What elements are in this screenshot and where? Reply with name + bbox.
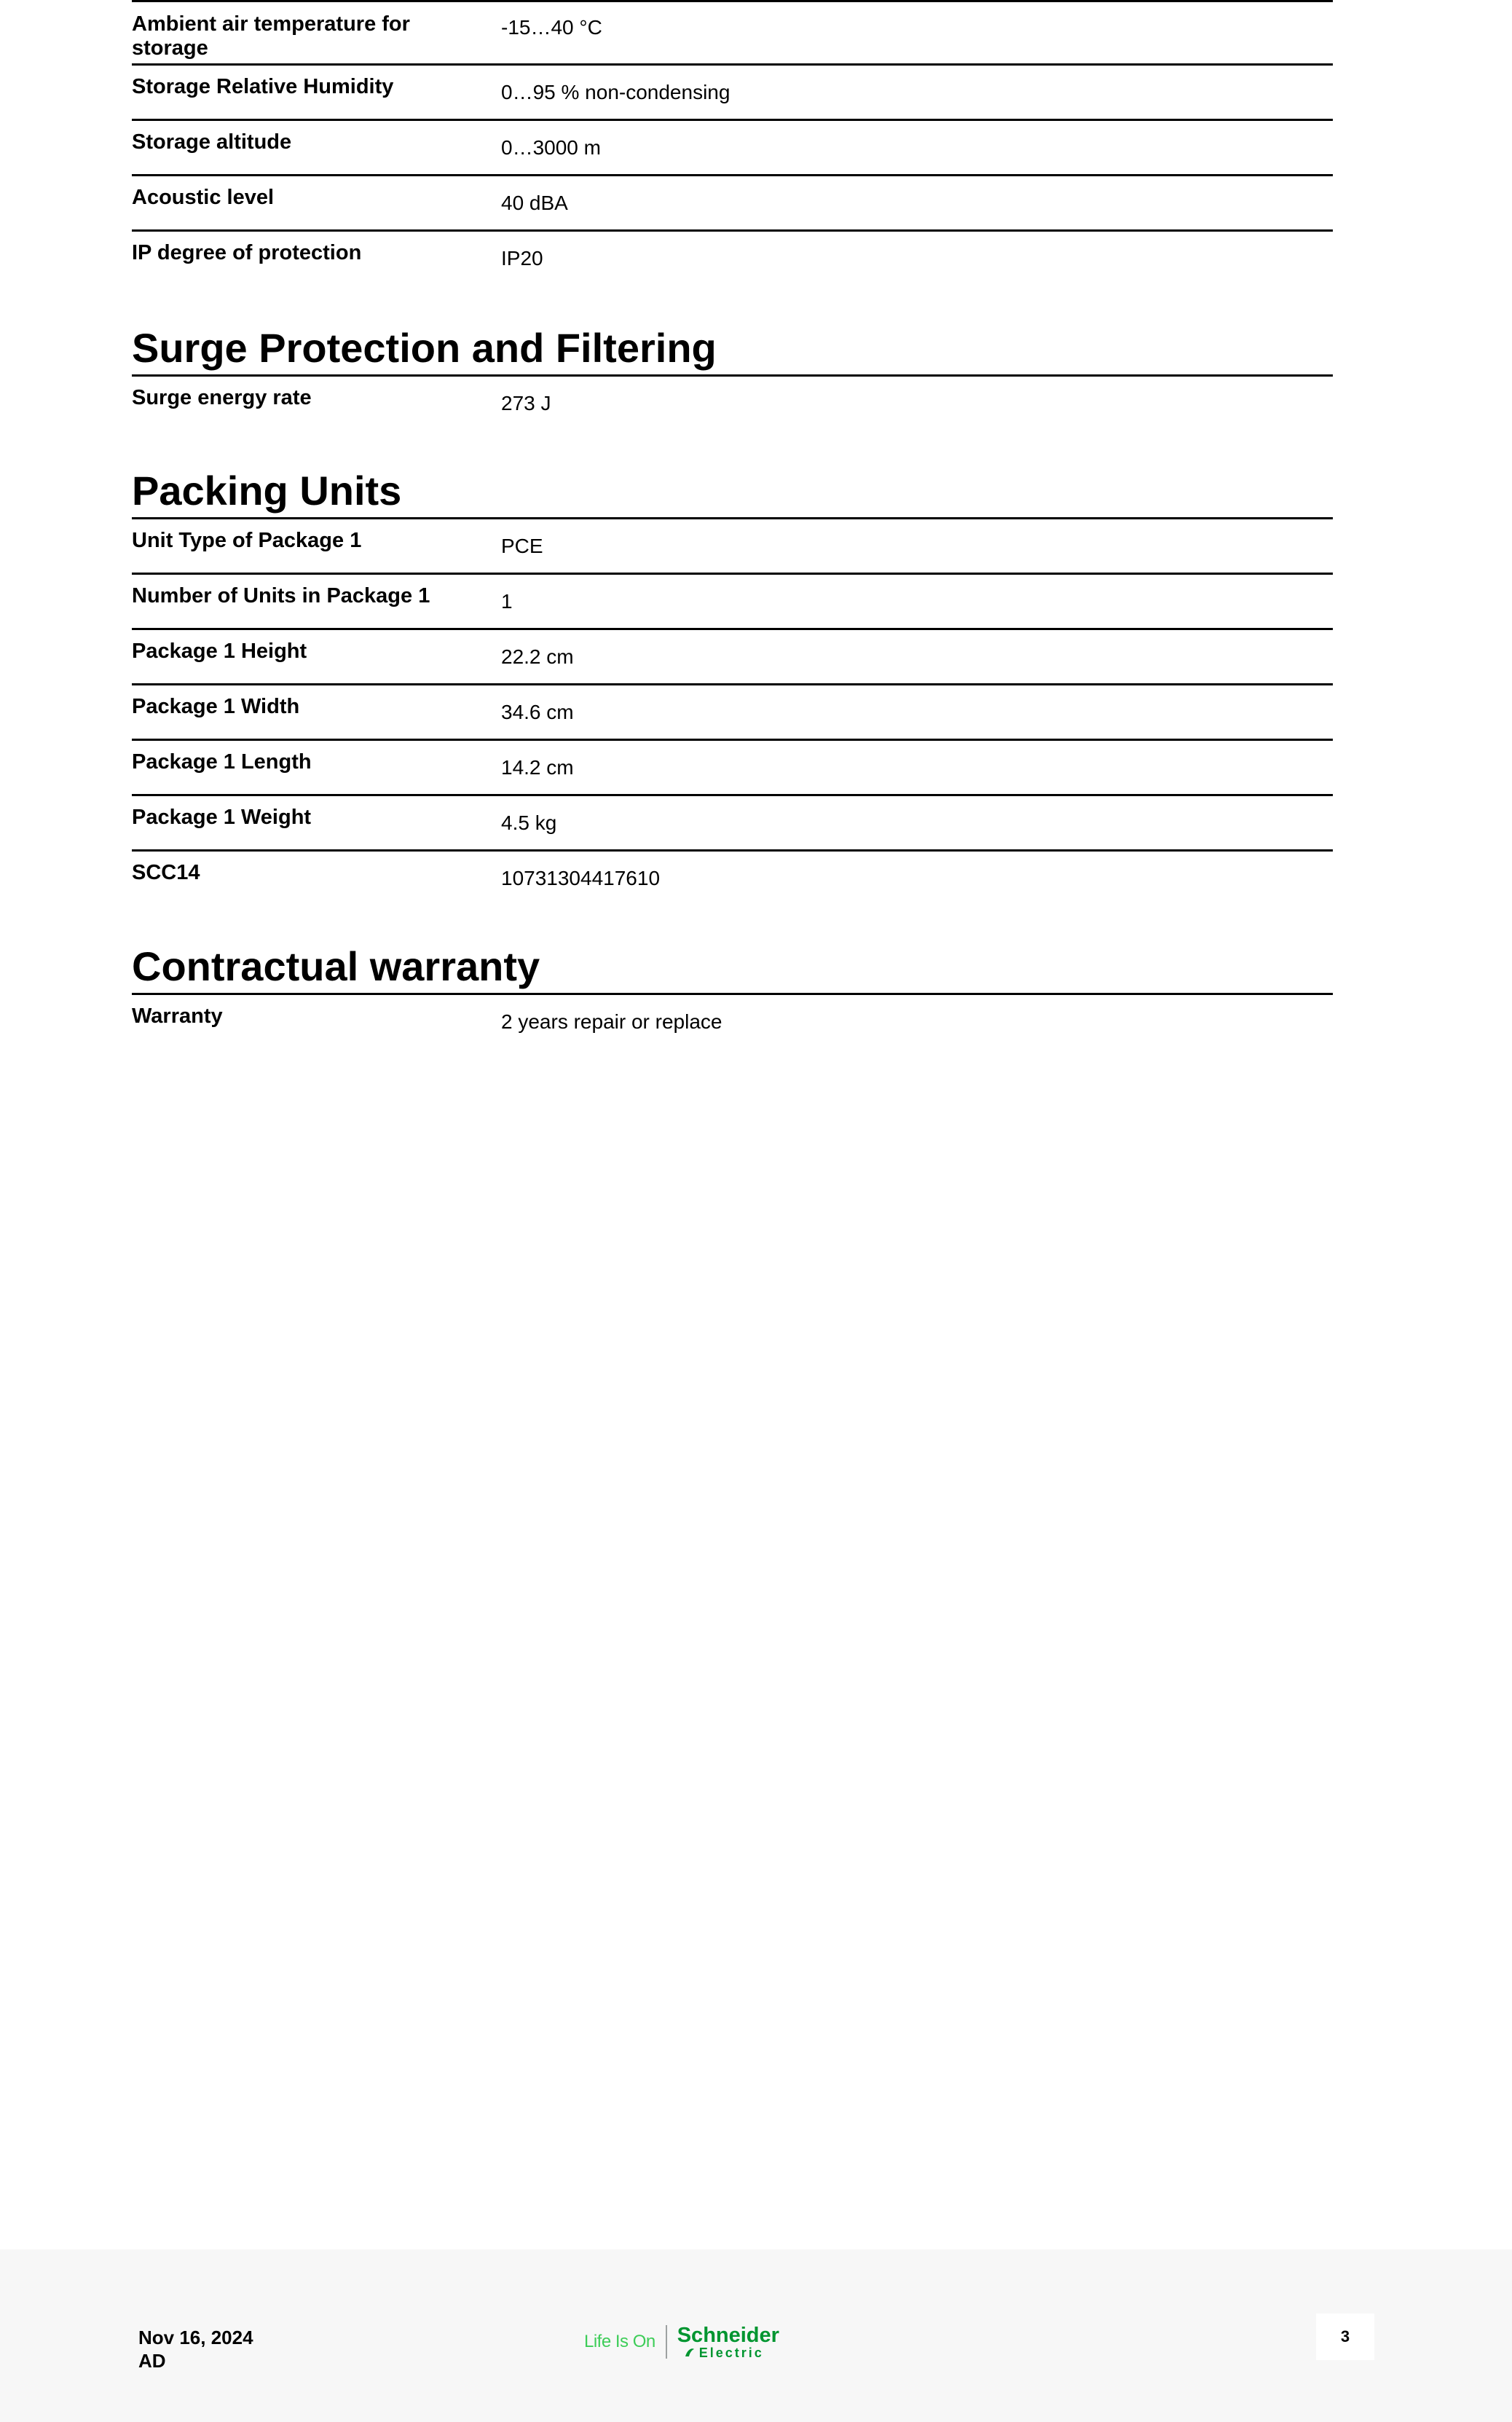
row-value: 0…3000 m	[501, 136, 601, 159]
page-footer	[0, 2249, 1512, 2422]
row-value: 14.2 cm	[501, 756, 574, 779]
section-title: Surge Protection and Filtering	[132, 324, 717, 371]
row-value: 34.6 cm	[501, 701, 574, 723]
environment-table	[132, 0, 1333, 286]
table-row	[132, 1, 1333, 65]
row-value: 4.5 kg	[501, 811, 557, 834]
row-label: Warranty	[132, 1004, 223, 1028]
row-label: IP degree of protection	[132, 241, 362, 264]
row-value: 40 dBA	[501, 192, 568, 214]
table-row	[132, 795, 1333, 851]
row-value: 0…95 % non-condensing	[501, 81, 731, 103]
row-label: SCC14	[132, 861, 200, 884]
row-label: Acoustic level	[132, 186, 275, 209]
table-row	[132, 176, 1333, 231]
datasheet-content	[132, 0, 1333, 1049]
row-label: Number of Units in Package 1	[132, 584, 430, 608]
row-value: -15…40 °C	[501, 16, 602, 39]
row-value: 22.2 cm	[501, 645, 574, 668]
schneider-logo	[584, 2324, 779, 2360]
brand-sub-line	[683, 2346, 779, 2359]
warranty-section	[132, 943, 1333, 993]
brand-swoosh-icon	[683, 2346, 696, 2359]
table-row	[132, 574, 1333, 629]
packing-section	[132, 468, 1333, 517]
row-label: Unit Type of Package 1	[132, 529, 362, 552]
row-value: 10731304417610	[501, 867, 661, 889]
row-label: Package 1 Width	[132, 695, 300, 718]
footer-meta	[138, 2326, 253, 2372]
row-label: Package 1 Height	[132, 640, 307, 663]
life-is-on-tagline: Life Is On	[584, 2332, 655, 2351]
row-value: PCE	[501, 535, 543, 557]
row-label: Storage altitude	[132, 130, 292, 154]
footer-author: AD	[138, 2350, 166, 2372]
footer-date: Nov 16, 2024	[138, 2327, 253, 2348]
surge-section	[132, 324, 1333, 374]
logo-divider	[666, 2325, 667, 2359]
table-row	[132, 685, 1333, 740]
table-row	[132, 375, 1333, 430]
surge-table	[132, 374, 1333, 431]
table-row	[132, 231, 1333, 286]
table-row	[132, 740, 1333, 795]
brand-name: Schneider	[677, 2323, 779, 2347]
section-title: Packing Units	[132, 468, 402, 514]
table-row	[132, 120, 1333, 176]
row-value: 1	[501, 590, 513, 613]
warranty-table	[132, 993, 1333, 1050]
brand-wordmark	[677, 2325, 779, 2359]
table-row	[132, 629, 1333, 685]
row-value: 273 J	[501, 391, 551, 414]
table-row	[132, 65, 1333, 120]
row-value: 2 years repair or replace	[501, 1010, 722, 1033]
row-label: Surge energy rate	[132, 385, 312, 409]
section-title: Contractual warranty	[132, 943, 540, 989]
table-row	[132, 519, 1333, 574]
row-label: Package 1 Length	[132, 750, 312, 774]
table-row	[132, 851, 1333, 906]
table-row	[132, 994, 1333, 1049]
packing-table	[132, 517, 1333, 906]
brand-sub: Electric	[698, 2345, 764, 2360]
row-value: IP20	[501, 247, 543, 270]
row-label: Storage Relative Humidity	[132, 75, 394, 98]
page-number: 3	[1340, 2327, 1350, 2346]
row-label: Package 1 Weight	[132, 806, 312, 829]
row-label: Ambient air temperature for storage	[132, 12, 410, 60]
page-number-box	[1316, 2313, 1374, 2360]
